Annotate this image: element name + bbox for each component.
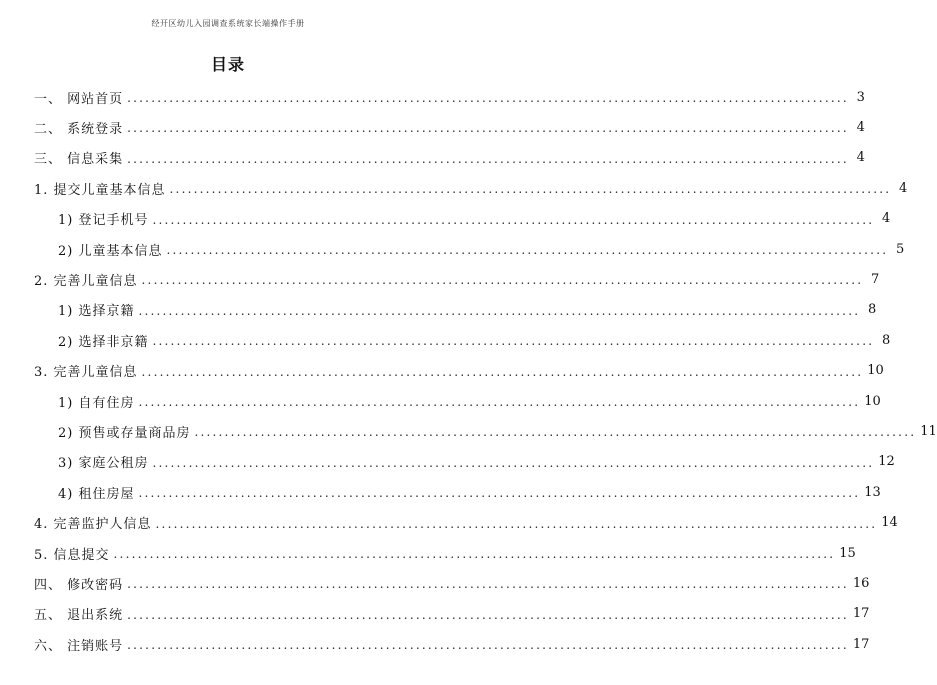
toc-leader-dots: ........................................................................................................................ — [194, 425, 917, 440]
toc-entry-label: 2) 预售或存量商品房 — [58, 425, 191, 441]
toc-entry-label: 六、 注销账号 — [34, 638, 124, 654]
toc-entry-label: 一、 网站首页 — [34, 91, 124, 107]
toc-leader-dots: ........................................................................................................................ — [155, 516, 878, 531]
toc-entry-label: 三、 信息采集 — [34, 152, 124, 168]
toc-entry-label: 1) 选择京籍 — [58, 304, 135, 320]
toc-entry-non-beijing-hukou[interactable] — [58, 328, 891, 352]
toc-entry-page: 17 — [852, 636, 870, 652]
toc-entry-info-collection[interactable] — [34, 146, 865, 170]
toc-leader-dots: ........................................................................................................................ — [152, 212, 875, 227]
toc-entry-label: 五、 退出系统 — [34, 608, 124, 624]
toc-title: 目录 — [210, 55, 245, 74]
toc-entry-label: 2) 选择非京籍 — [58, 334, 149, 350]
toc-entry-page: 8 — [881, 332, 891, 348]
toc-entry-label: 2) 儿童基本信息 — [58, 243, 163, 259]
toc-leader-dots: ........................................................................................................................ — [166, 243, 889, 257]
toc-entry-complete-child-info[interactable] — [34, 267, 880, 291]
toc-entry-change-password[interactable] — [34, 571, 870, 595]
toc-entry-beijing-hukou[interactable] — [58, 298, 877, 322]
toc-leader-dots: ........................................................................................................................ — [127, 121, 849, 136]
document-header: 经开区幼儿入园调查系统家长端操作手册 — [151, 19, 305, 28]
toc-leader-dots: ........................................................................................................................ — [138, 486, 861, 501]
toc-entry-page: 5 — [895, 241, 905, 257]
toc-entry-page: 14 — [881, 515, 898, 531]
toc-leader-dots: ........................................................................................................................ — [127, 151, 849, 166]
toc-entry-page: 4 — [881, 211, 891, 227]
toc-leader-dots: ........................................................................................................................ — [127, 638, 849, 653]
toc-entry-submit-child-info[interactable] — [34, 176, 908, 200]
toc-leader-dots: ........................................................................................................................ — [152, 334, 875, 349]
toc-entry-label: 1) 登记手机号 — [58, 213, 149, 229]
toc-leader-dots: ........................................................................................................................ — [138, 395, 861, 409]
toc-entry-label: 5. 信息提交 — [34, 547, 110, 563]
toc-leader-dots: ........................................................................................................................ — [127, 91, 849, 105]
toc-leader-dots: ........................................................................................................................ — [127, 577, 849, 592]
toc-entry-rented-house[interactable] — [58, 480, 881, 504]
toc-leader-dots: ........................................................................................................................ — [138, 303, 861, 318]
toc-leader-dots: ........................................................................................................................ — [169, 182, 892, 197]
toc-entry-logout[interactable] — [34, 602, 870, 626]
toc-entry-label: 3. 完善儿童信息 — [34, 365, 138, 381]
toc-entry-guardian-info[interactable] — [34, 511, 898, 535]
toc-entry-page: 12 — [878, 454, 895, 470]
toc-entry-label: 2. 完善儿童信息 — [34, 273, 138, 289]
toc-entry-own-house[interactable] — [58, 389, 881, 413]
toc-entry-register-phone[interactable] — [58, 207, 891, 231]
toc-entry-page: 11 — [920, 423, 937, 439]
toc-entry-child-basic-info[interactable] — [58, 237, 905, 261]
toc-leader-dots: ........................................................................................................................ — [141, 364, 864, 379]
toc-entry-page: 4 — [899, 180, 908, 196]
toc-entry-public-rental[interactable] — [58, 450, 895, 474]
toc-entry-page: 7 — [871, 271, 880, 287]
toc-entry-page: 10 — [864, 393, 881, 409]
toc-entry-label: 3) 家庭公租房 — [58, 456, 149, 472]
toc-leader-dots: ........................................................................................................................ — [127, 607, 849, 622]
toc-entry-label: 1. 提交儿童基本信息 — [34, 182, 166, 198]
toc-entry-label: 二、 系统登录 — [34, 121, 124, 137]
toc-entry-submit-info[interactable] — [34, 541, 856, 565]
toc-entry-page: 4 — [856, 119, 865, 135]
toc-entry-label: 四、 修改密码 — [34, 577, 124, 593]
toc-entry-page: 10 — [867, 363, 884, 379]
toc-leader-dots: ........................................................................................................................ — [141, 273, 864, 288]
toc-entry-login[interactable] — [34, 115, 865, 139]
toc-entry-page: 3 — [856, 89, 865, 105]
toc-entry-label: 4) 租住房屋 — [58, 486, 135, 502]
toc-leader-dots: ........................................................................................................................ — [113, 547, 836, 561]
toc-entry-page: 4 — [856, 150, 865, 166]
toc-entry-page: 15 — [839, 545, 856, 561]
toc-entry-complete-child-info-2[interactable] — [34, 359, 884, 383]
toc-entry-page: 13 — [864, 484, 881, 500]
toc-entry-page: 17 — [852, 606, 870, 622]
toc-entry-label: 4. 完善监护人信息 — [34, 517, 152, 533]
toc-leader-dots: ........................................................................................................................ — [152, 455, 875, 470]
toc-entry-page: 16 — [852, 575, 870, 591]
toc-entry-presale-house[interactable] — [58, 419, 937, 443]
toc-entry-cancel-account[interactable] — [34, 632, 870, 656]
toc-entry-home[interactable] — [34, 85, 865, 109]
toc-entry-label: 1) 自有住房 — [58, 395, 135, 411]
toc-entry-page: 8 — [867, 302, 877, 318]
